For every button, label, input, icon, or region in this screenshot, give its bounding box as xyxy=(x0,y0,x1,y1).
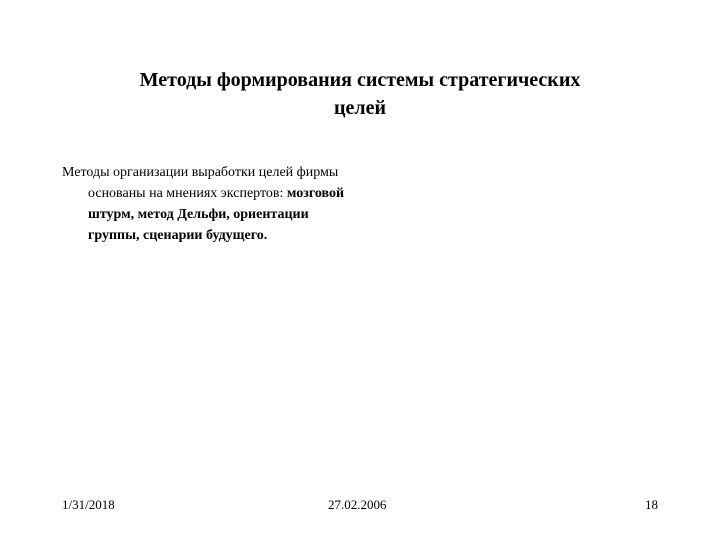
footer-center-date: 27.02.2006 xyxy=(328,497,387,512)
footer-date: 1/31/2018 xyxy=(62,497,115,512)
body-text: Методы организации выработки целей фирмы основаны на мнениях экспертов: xyxy=(62,165,339,201)
body-paragraph xyxy=(62,162,362,246)
slide-title-line-2: целей xyxy=(333,97,387,119)
slide-title-line-1: Методы формирования системы стратегических xyxy=(139,69,581,91)
slide-number: 18 xyxy=(645,497,658,512)
slide-body xyxy=(62,162,362,246)
body-text-bold: мозговой штурм, метод Дельфи, ориентации группы, сценарии будущего. xyxy=(88,186,345,243)
slide-title xyxy=(60,66,660,122)
